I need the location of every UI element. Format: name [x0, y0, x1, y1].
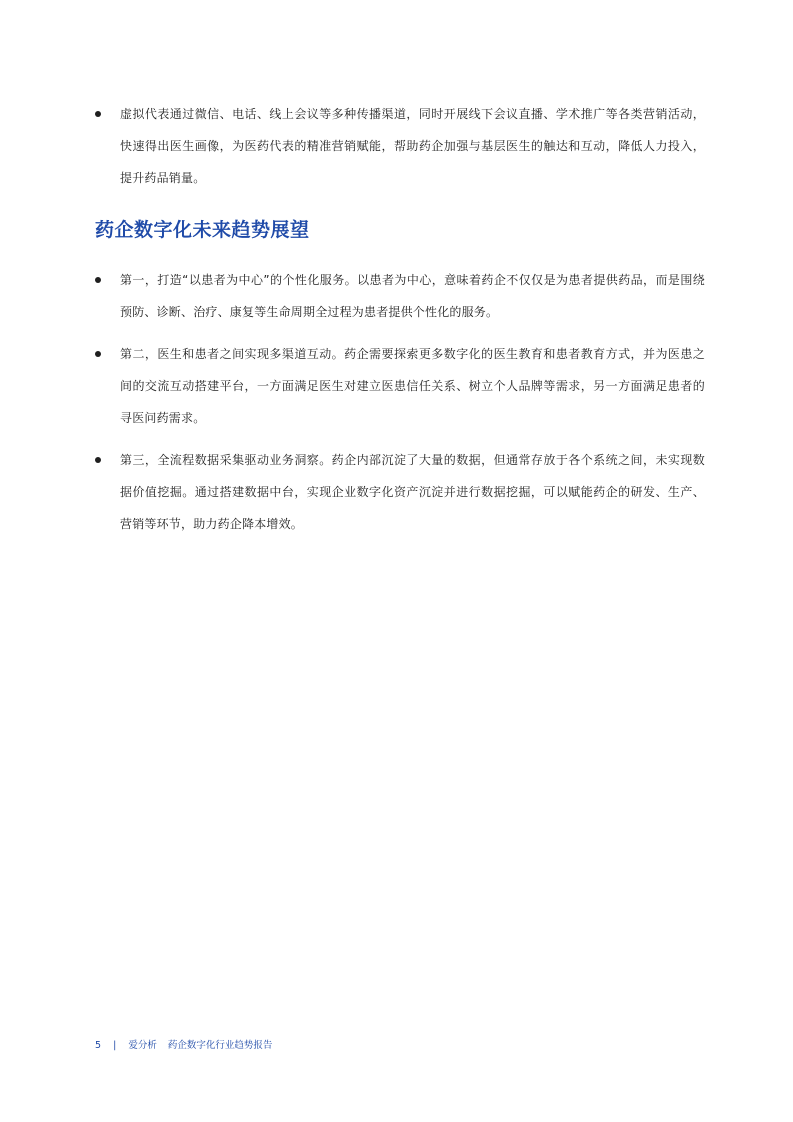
footer-separator: |	[113, 1040, 117, 1051]
bullet-text: 虚拟代表通过微信、电话、线上会议等多种传播渠道，同时开展线下会议直播、学术推广等各类营销活动，快速得出医生画像，为医药代表的精准营销赋能，帮助药企加强与基层医生的触达和互动，降低人力投入，提升药品销量。	[120, 107, 705, 185]
bullet-text: 第二，医生和患者之间实现多渠道互动。药企需要探索更多数字化的医生教育和患者教育方式，并为医患之间的交流互动搭建平台，一方面满足医生对建立医患信任关系、树立个人品牌等需求，另一方面满足患者的寻医问药需求。	[120, 347, 705, 425]
bullet-text: 第一，打造“以患者为中心”的个性化服务。以患者为中心，意味着药企不仅仅是为患者提供药品，而是围绕预防、诊断、治疗、康复等生命周期全过程为患者提供个性化的服务。	[120, 273, 705, 319]
list-item-intro	[95, 98, 705, 194]
bullet-icon	[95, 111, 101, 117]
page-number: 5	[95, 1040, 102, 1051]
list-item	[95, 338, 705, 434]
list-item	[95, 444, 705, 540]
bullet-icon	[95, 351, 101, 357]
bullet-icon	[95, 457, 101, 463]
bullet-icon	[95, 277, 101, 283]
section-title: 药企数字化未来趋势展望	[95, 219, 310, 241]
list-item	[95, 264, 705, 328]
footer-brand: 爱分析	[128, 1040, 157, 1051]
page-footer	[95, 1037, 272, 1051]
bullet-text: 第三，全流程数据采集驱动业务洞察。药企内部沉淀了大量的数据，但通常存放于各个系统之间，未实现数据价值挖掘。通过搭建数据中台，实现企业数字化资产沉淀并进行数据挖掘，可以赋能药企的研发、生产、营销等环节，助力药企降本增效。	[120, 453, 705, 531]
footer-report-title: 药企数字化行业趋势报告	[167, 1040, 273, 1051]
page-content	[95, 98, 705, 540]
